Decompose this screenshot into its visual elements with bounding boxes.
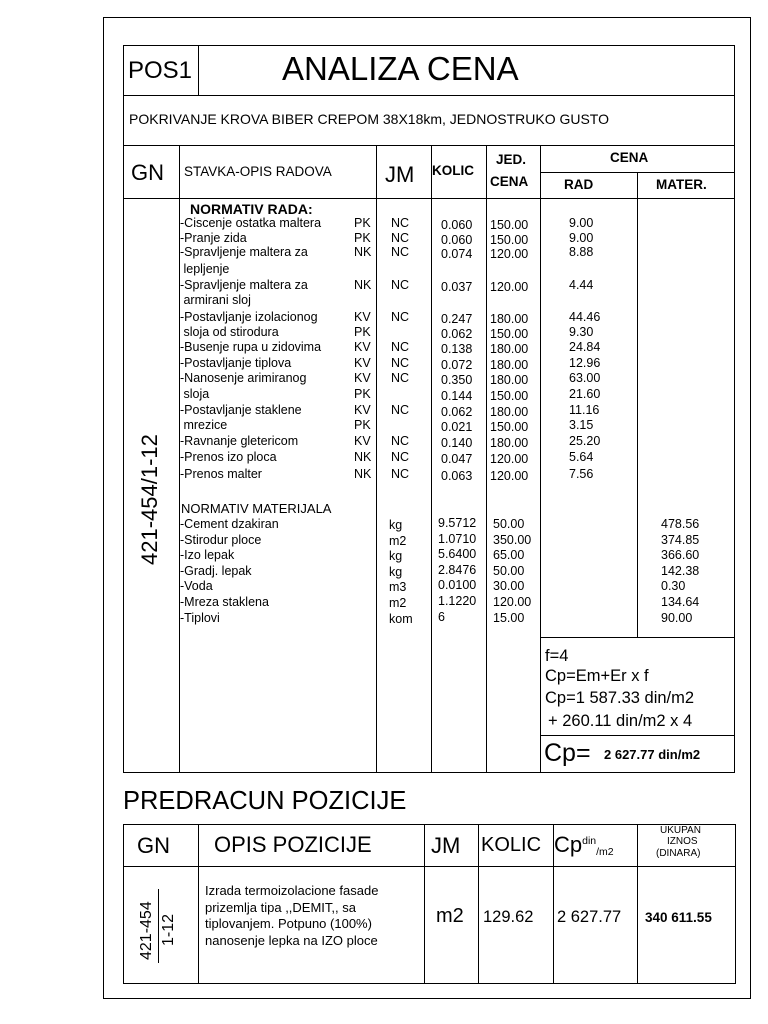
predracun-col-jm: JM: [431, 833, 461, 858]
rada-rad: 25.20: [569, 434, 601, 448]
predracun-opis-line: prizemlja tipa ,,DEMIT,, sa: [205, 899, 356, 915]
rada-jm: NC: [391, 245, 410, 259]
predracun-ukupno: 340 611.55: [645, 910, 712, 925]
col-jed: JED.: [496, 152, 527, 167]
mat-kolic: 9.5712: [438, 516, 477, 530]
rada-jm: NC: [391, 216, 410, 230]
predracun-div1: [198, 824, 199, 984]
col-gn: GN: [131, 160, 164, 185]
rada-cena: 120.00: [490, 469, 529, 483]
rada-opis: -Pranje zida: [180, 231, 247, 245]
mat-cena: 50.00: [493, 564, 525, 578]
line-jed-divider: [540, 145, 541, 773]
rada-jm: NC: [391, 450, 410, 464]
rada-opis: sloja od stirodura: [180, 325, 279, 339]
rada-cena: 180.00: [490, 358, 529, 372]
line-stavka-divider: [376, 145, 377, 773]
rada-rad: 63.00: [569, 371, 601, 385]
rada-kat: NK: [354, 467, 372, 481]
rada-cena: 150.00: [490, 327, 529, 341]
rada-jm: NC: [391, 310, 410, 324]
rada-jm: NC: [391, 403, 410, 417]
predracun-col-ukupan: UKUPAN: [660, 825, 701, 836]
line-kolic-divider: [486, 145, 487, 773]
line-title-bottom: [123, 95, 735, 96]
predracun-opis-line: nanosenje lepka na IZO ploce: [205, 932, 378, 948]
predracun-col-opis: OPIS POZICIJE: [214, 832, 372, 857]
line-result-top: [540, 735, 735, 736]
rada-opis: -Prenos malter: [180, 467, 262, 481]
mat-cena: 30.00: [493, 579, 525, 593]
mat-cena: 65.00: [493, 548, 525, 562]
mat-kolic: 6: [438, 610, 445, 624]
predracun-cp: 2 627.77: [557, 908, 622, 926]
rada-jm: NC: [391, 467, 410, 481]
rada-kolic: 0.138: [441, 342, 473, 356]
mat-cena: 15.00: [493, 611, 525, 625]
mat-opis: -Tiplovi: [180, 611, 220, 625]
mat-mater: 134.64: [661, 595, 700, 609]
mat-mater: 478.56: [661, 517, 700, 531]
cp-sup: din: [582, 835, 597, 847]
rada-opis: -Nanosenje arimiranog: [180, 371, 307, 385]
mat-jm: kg: [389, 565, 403, 579]
rada-opis: sloja: [180, 387, 210, 401]
formula-line1: Cp=Em+Er x f: [545, 667, 649, 685]
predracun-opis-line: tiplovanjem. Potpuno (100%): [205, 916, 372, 931]
rada-jm: NC: [391, 231, 410, 245]
rada-rad: 44.46: [569, 310, 601, 324]
normativ-rada-title: NORMATIV RADA:: [190, 201, 313, 217]
predracun-div3: [478, 824, 479, 984]
col-stavka: STAVKA-OPIS RADOVA: [184, 164, 332, 179]
rada-kat: PK: [354, 418, 371, 432]
rada-opis: -Spravljenje maltera za: [180, 245, 308, 259]
formula-line3: + 260.11 din/m2 x 4: [548, 712, 693, 730]
predracun-col-kolic: KOLIC: [481, 834, 542, 856]
mat-opis: -Gradj. lepak: [180, 564, 252, 578]
col-mater: MATER.: [656, 177, 707, 192]
rada-kat: KV: [354, 434, 371, 448]
mat-opis: -Voda: [180, 579, 213, 593]
rada-rad: 11.16: [569, 403, 600, 417]
mat-jm: m2: [389, 534, 407, 548]
rada-rad: 24.84: [569, 340, 601, 354]
rada-kat: KV: [354, 403, 371, 417]
rada-kolic: 0.063: [441, 469, 473, 483]
rada-kat: KV: [354, 340, 371, 354]
col-rad: RAD: [564, 177, 594, 192]
rada-cena: 120.00: [490, 280, 529, 294]
rada-kolic: 0.247: [441, 312, 473, 326]
mat-jm: m3: [389, 580, 407, 594]
mat-cena: 50.00: [493, 517, 525, 531]
rada-cena: 180.00: [490, 312, 529, 326]
rada-kat: PK: [354, 216, 371, 230]
rada-cena: 180.00: [490, 436, 529, 450]
rada-kolic: 0.140: [441, 436, 473, 450]
predracun-opis-line: Izrada termoizolacione fasade: [205, 883, 379, 898]
predracun-gn-top: 421-454: [138, 901, 155, 960]
rada-rad: 8.88: [569, 245, 594, 259]
formula-line2: Cp=1 587.33 din/m2: [545, 689, 695, 707]
predracun-gn-fraction-line: [158, 889, 159, 963]
rada-rad: 9.00: [569, 231, 594, 245]
col-kolic: KOLIC: [432, 163, 474, 178]
rada-kat: NK: [354, 278, 372, 292]
rada-rad: 12.96: [569, 356, 601, 370]
line-pos-divider: [198, 45, 199, 95]
rada-kolic: 0.074: [441, 247, 473, 261]
rada-opis: lepljenje: [180, 262, 230, 276]
rada-cena: 150.00: [490, 389, 529, 403]
mat-opis: -Mreza staklena: [180, 595, 269, 609]
pos-label: POS1: [128, 57, 193, 84]
rada-kolic: 0.060: [441, 218, 473, 232]
rada-opis: -Postavljanje tiplova: [180, 356, 292, 370]
rada-kat: PK: [354, 231, 371, 245]
rada-kat: PK: [354, 387, 371, 401]
line-header-bottom: [123, 198, 735, 199]
rada-cena: 180.00: [490, 342, 529, 356]
formula-result-value: 2 627.77 din/m2: [604, 747, 701, 762]
line-subtitle-bottom: [123, 145, 735, 146]
predracun-col-gn: GN: [137, 833, 170, 858]
rada-kolic: 0.350: [441, 373, 473, 387]
rada-kolic: 0.037: [441, 280, 473, 294]
mat-kolic: 2.8476: [438, 563, 477, 577]
gn-code: 421-454/1-12: [137, 434, 162, 565]
formula-f: f=4: [545, 647, 569, 665]
mat-jm: m2: [389, 596, 407, 610]
predracun-kolic: 129.62: [483, 908, 534, 926]
rada-opis: -Postavljanje izolacionog: [180, 310, 318, 324]
rada-opis: -Prenos izo ploca: [180, 450, 277, 464]
mat-jm: kg: [389, 549, 403, 563]
predracun-title: PREDRACUN POZICIJE: [123, 787, 407, 815]
rada-cena: 150.00: [490, 233, 529, 247]
rada-rad: 21.60: [569, 387, 601, 401]
rada-kat: PK: [354, 325, 371, 339]
rada-kolic: 0.021: [441, 420, 473, 434]
mat-opis: -Stirodur ploce: [180, 533, 262, 547]
rada-opis: -Spravljenje maltera za: [180, 278, 308, 292]
rada-opis: mrezice: [180, 418, 228, 432]
mat-kolic: 1.1220: [438, 594, 477, 608]
predracun-col-dinara: (DINARA): [656, 848, 701, 859]
col-jed-cena: CENA: [490, 174, 529, 189]
rada-kat: KV: [354, 371, 371, 385]
predracun-col-cp: [554, 834, 614, 858]
rada-jm: NC: [391, 356, 410, 370]
rada-opis: -Busenje rupa u zidovima: [180, 340, 322, 354]
rada-kolic: 0.062: [441, 327, 473, 341]
rada-rad: 9.00: [569, 216, 594, 230]
mat-jm: kom: [389, 612, 413, 626]
line-materials-bottom: [540, 637, 735, 638]
rada-opis: -Ciscenje ostatka maltera: [180, 216, 322, 230]
predracun-jm: m2: [436, 905, 464, 927]
rada-cena: 150.00: [490, 218, 529, 232]
rada-kolic: 0.047: [441, 452, 473, 466]
rada-kolic: 0.144: [441, 389, 473, 403]
rada-cena: 150.00: [490, 420, 529, 434]
rada-rad: 9.30: [569, 325, 594, 339]
mat-kolic: 1.0710: [438, 532, 477, 546]
mat-cena: 120.00: [493, 595, 532, 609]
col-jm: JM: [385, 162, 415, 187]
mat-opis: -Izo lepak: [180, 548, 235, 562]
rada-jm: NC: [391, 278, 410, 292]
mat-opis: -Cement dzakiran: [180, 517, 279, 531]
normativ-materijala-title: NORMATIV MATERIJALA: [181, 501, 332, 516]
rada-kolic: 0.072: [441, 358, 473, 372]
rada-cena: 120.00: [490, 247, 529, 261]
col-cena: CENA: [610, 150, 649, 165]
rada-kolic: 0.062: [441, 405, 473, 419]
rada-rad: 7.56: [569, 467, 594, 481]
predracun-gn-bottom: 1-12: [160, 913, 177, 946]
mat-kolic: 5.6400: [438, 547, 477, 561]
rada-cena: 120.00: [490, 452, 529, 466]
rada-kat: KV: [354, 356, 371, 370]
rada-kat: NK: [354, 450, 372, 464]
rada-kat: KV: [354, 310, 371, 324]
mat-jm: kg: [389, 518, 403, 532]
predracun-div5: [637, 824, 638, 984]
rada-jm: NC: [391, 434, 410, 448]
rada-opis: -Postavljanje staklene: [180, 403, 302, 417]
line-jm-divider: [431, 145, 432, 773]
line-rad-divider: [637, 172, 638, 637]
formula-result-label: Cp=: [544, 739, 591, 767]
rada-jm: NC: [391, 340, 410, 354]
subtitle: POKRIVANJE KROVA BIBER CREPOM 38X18km, JEDNOSTRUKO GUSTO: [129, 111, 609, 127]
mat-cena: 350.00: [493, 533, 532, 547]
predracun-header-line: [123, 866, 736, 867]
cp-main: Cp: [554, 832, 583, 857]
page-title: ANALIZA CENA: [282, 50, 519, 87]
rada-kolic: 0.060: [441, 233, 473, 247]
mat-kolic: 0.0100: [438, 578, 477, 592]
rada-rad: 5.64: [569, 450, 594, 464]
mat-mater: 0.30: [661, 579, 686, 593]
rada-opis: -Ravnanje gletericom: [180, 434, 299, 448]
mat-mater: 366.60: [661, 548, 700, 562]
predracun-col-iznos: IZNOS: [667, 836, 698, 847]
predracun-div2: [424, 824, 425, 984]
rada-kat: NK: [354, 245, 372, 259]
rada-rad: 3.15: [569, 418, 594, 432]
rada-cena: 180.00: [490, 373, 529, 387]
mat-mater: 90.00: [661, 611, 693, 625]
rada-rad: 4.44: [569, 278, 594, 292]
rada-jm: NC: [391, 371, 410, 385]
rada-cena: 180.00: [490, 405, 529, 419]
cp-sub: /m2: [596, 846, 614, 858]
rada-opis: armirani sloj: [180, 293, 251, 307]
mat-mater: 374.85: [661, 533, 700, 547]
mat-mater: 142.38: [661, 564, 700, 578]
